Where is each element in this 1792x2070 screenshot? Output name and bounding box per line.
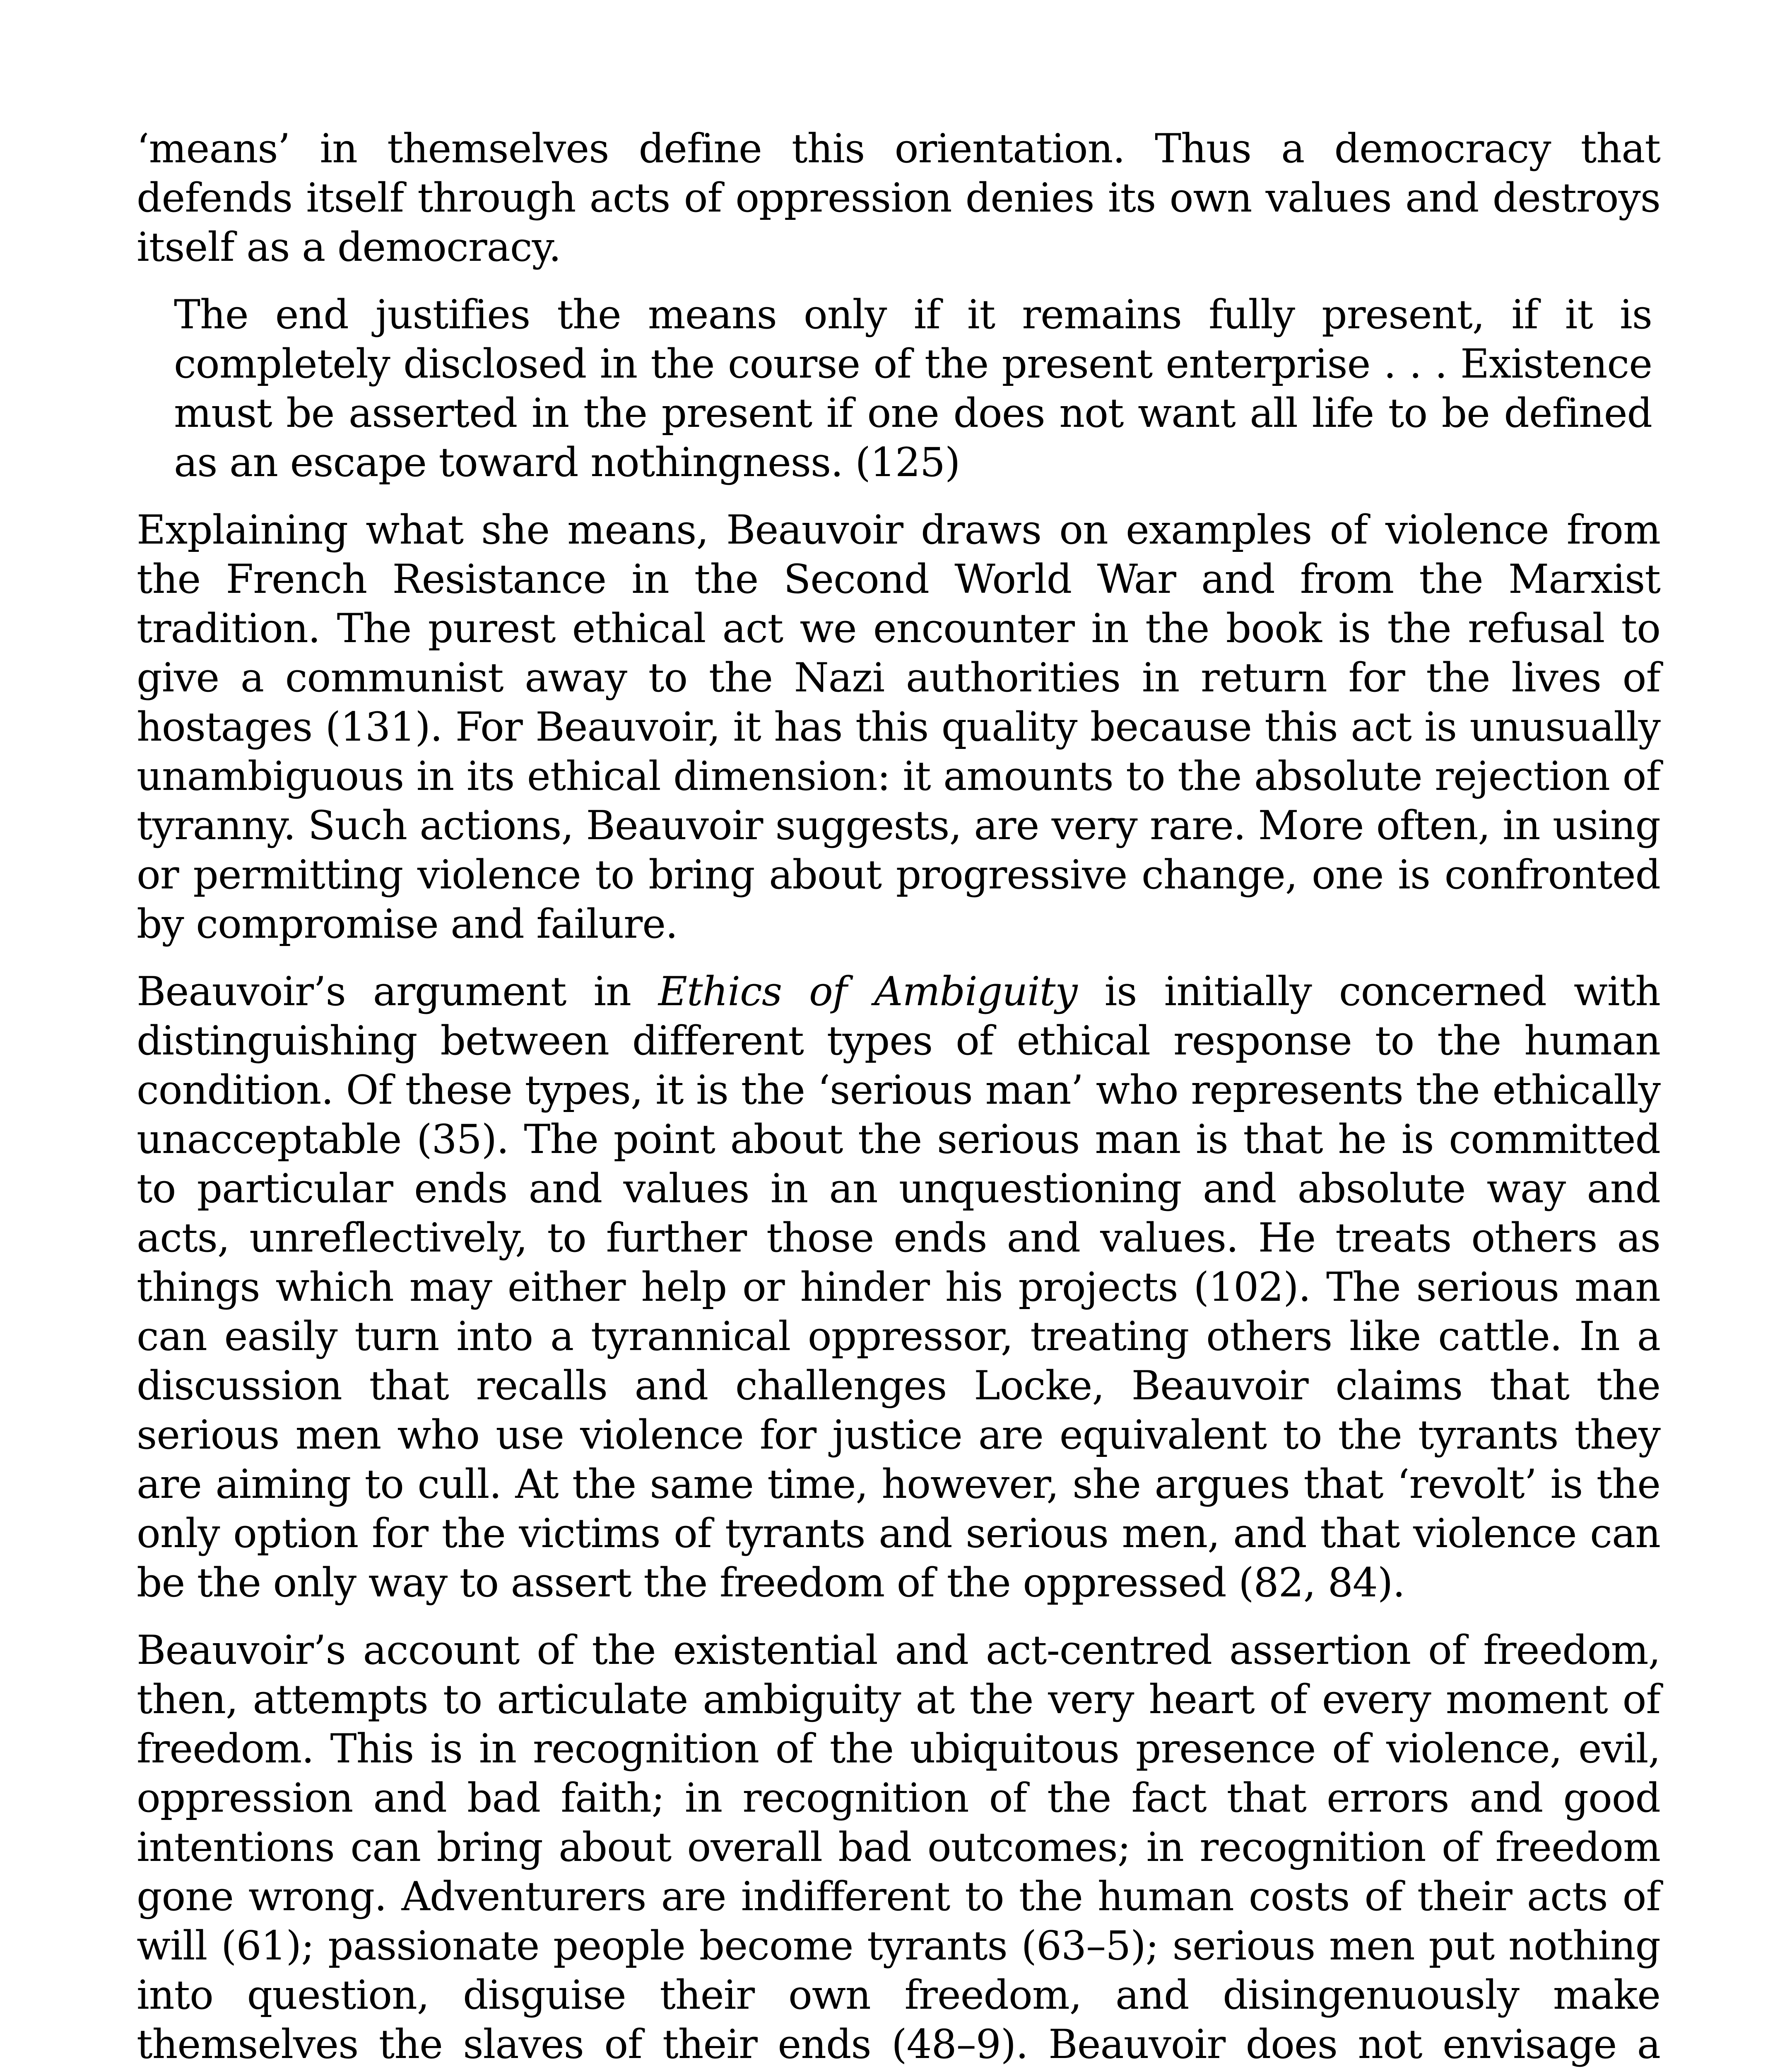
paragraph-text-end: is initially concerned with distinguishing between different types of ethical response to the human condition. Of these types, it is the ‘serious man’ who represents the ethically unacceptable (35). The point about the serious man is that he is committed to particular ends and values in an unquestioning and absolute way and acts, unreflectively, to further those ends and values. He treats others as things which may either help or hinder his projects (102). The serious man can easily turn into a tyrannical oppressor, treating others like cattle. In a discussion that recalls and challenges Locke, Beauvoir claims that the serious men who use violence for justice are equivalent to the tyrants they are aiming to cull. At the same time, however, she argues that ‘revolt’ is the only option for the victims of tyrants and serious men, and that violence can be the only way to assert the freedom of the oppressed (82, 84). — [137, 968, 1661, 1606]
block-quote: The end justifies the means only if it remains fully present, if it is completely disclosed in the course of the present enterprise . . . Existence must be asserted in the present if one does not want all life to be defined as an escape toward nothingness. (125) — [174, 291, 1652, 486]
paragraph-spacer — [137, 272, 1660, 290]
book-title: Ethics of Ambiguity — [658, 968, 1077, 1015]
paragraph-resistance-examples: Explaining what she means, Beauvoir draws on examples of violence from the French Resistance in the Second World War and from the Marxist tradition. The purest ethical act we encounter in the book is the refusal to give a communist away to the Nazi authorities in return for the lives of hostages (131). For Beauvoir, it has this quality because this act is unusually unambiguous in its ethical dimension: it amounts to the absolute rejection of tyranny. Such actions, Beauvoir suggests, are very rare. More often, in using or permitting violence to bring about progressive change, one is confronted by compromise and failure. — [137, 507, 1660, 947]
paragraph-spacer — [137, 1608, 1660, 1626]
paragraph-ambiguity-freedom: Beauvoir’s account of the existential and act-centred assertion of freedom, then, attempts to articulate ambiguity at the very heart of every moment of freedom. This is in recognition of the ubiquitous presence of violence, evil, oppression and bad faith; in recognition of the fact that errors and good intentions can bring about overall bad outcomes; in recognition of freedom gone wrong. Adventurers are indifferent to the human costs of their acts of will (61); passionate people become tyrants (63–5); serious men put nothing into question, disguise their own freedom, and disingenuously make themselves the slaves of their ends (48–9). Beauvoir does not envisage a — [137, 1627, 1660, 2068]
paragraph-continued: ‘means’ in themselves define this orientation. Thus a democracy that defends itself through acts of oppression denies its own values and destroys itself as a democracy. — [137, 125, 1660, 270]
paragraph-spacer — [137, 949, 1660, 967]
paragraph-serious-man — [137, 967, 1660, 1608]
paragraph-spacer — [137, 487, 1660, 505]
paragraph-text-start: Beauvoir’s argument in — [137, 968, 658, 1015]
document-page — [137, 124, 1660, 2070]
